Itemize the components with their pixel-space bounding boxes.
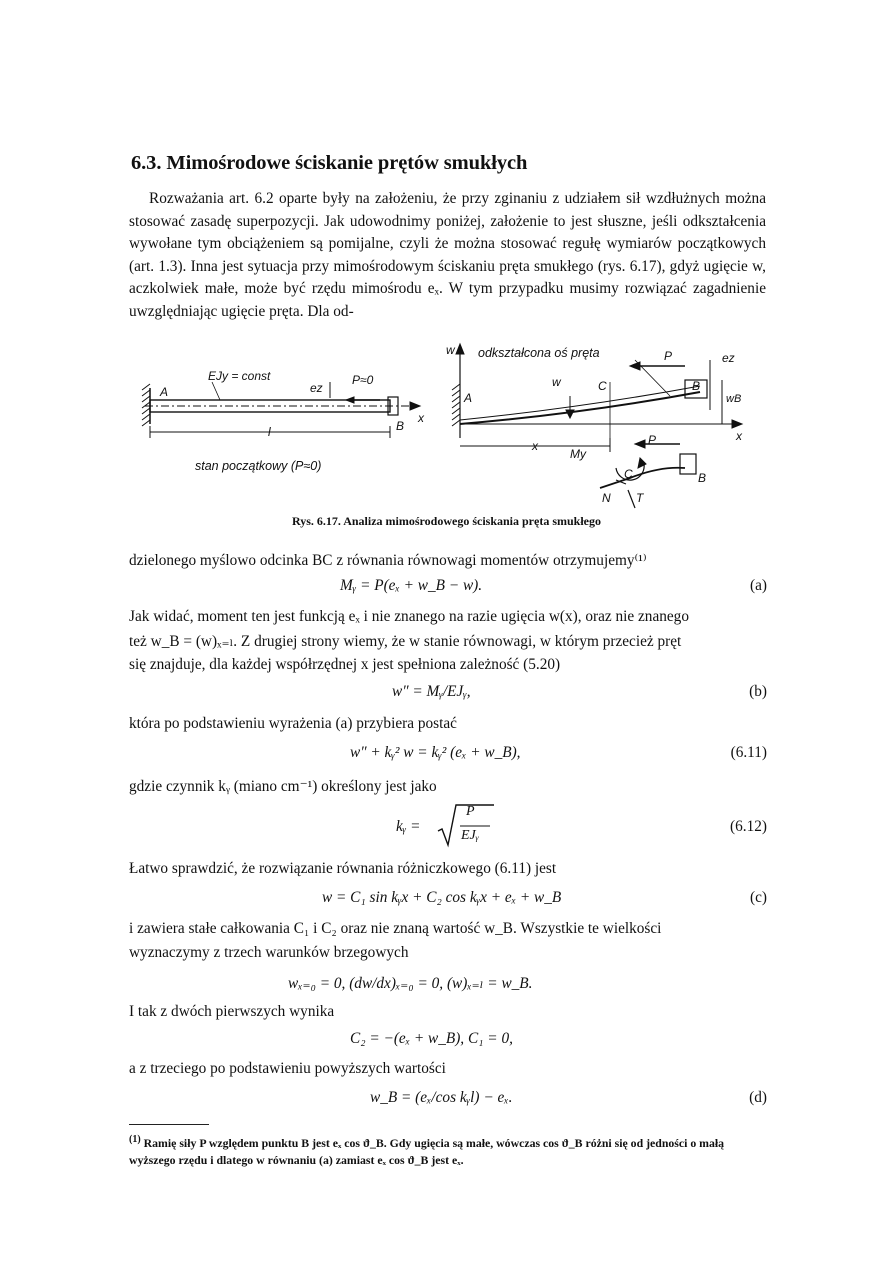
fig-label-left-a: A (160, 385, 169, 399)
fig-label-left-ez: ez (310, 381, 323, 395)
text-line-5: Łatwo sprawdzić, że rozwiązanie równania różniczkowego (6.11) jest (129, 860, 557, 877)
fig-label-fb-n: N (602, 491, 611, 505)
fig-label-right-ez: ez (722, 351, 735, 365)
equation-b-number: (b) (749, 683, 767, 700)
equation-a: Mᵧ = P(eₓ + w_B − w). (340, 577, 483, 594)
fig-label-deformed-axis: odkształcona oś pręta (478, 346, 600, 360)
section-heading: 6.3. Mimośrodowe ściskanie prętów smukłych (131, 152, 528, 174)
fig-label-ejy: EJy = const (208, 369, 271, 383)
figure-caption: Rys. 6.17. Analiza mimośrodowego ściskania pręta smukłego (291, 514, 602, 528)
fig-label-fb-c: C (624, 467, 633, 481)
intro-paragraph: Rozważania art. 6.2 oparte były na założeniu, że przy zginaniu z udziałem sił wzdłużnych można stosować zasadę superpozycji. Jak udowodnimy poniżej, założenie to jest słuszne, jeśli odkształcenia wywołane tym obciążeniem są pomijalne, czyli że można stosować regułę wymiarów początkowych (art. 1.3). Inna jest sytuacja przy mimośrodowym ściskaniu pręta smukłego (rys. 6.17), gdyż ugięcie w, aczkolwiek małe, może być rzędu mimośrodu eₓ. W tym przypadku musimy rozwiązać zagadnienie uwzględniając ugięcie pręta. Dla od- (129, 190, 766, 320)
text-line-7: I tak z dwóch pierwszych wynika (129, 1003, 335, 1020)
fig-label-right-w-small: w (552, 375, 561, 389)
left-diagram (142, 382, 420, 438)
footnote (129, 1131, 769, 1169)
text-line-2b: też w_B = (w)ₓ₌ₗ. Z drugiej strony wiemy, że w stanie równowagi, w którym przecież pręt (129, 633, 682, 650)
equation-6-12-lhs: kᵧ = (396, 818, 421, 835)
text-line-6b: wyznaczymy z trzech warunków brzegowych (129, 944, 409, 961)
equation-d: w_B = (eₓ/cos kᵧl) − eₓ. (370, 1089, 513, 1106)
fig-label-right-b: B (692, 379, 701, 393)
footnote-text: Ramię siły P względem punktu B jest eₓ cos ϑ_B. Gdy ugięcia są małe, wówczas cos ϑ_B różni się od jedności o małą wyższego rzędu i dlatego w równaniu (a) zamiast eₓ cos ϑ_B jest eₓ. (129, 1135, 725, 1167)
text-line-3: która po podstawieniu wyrażenia (a) przybiera postać (129, 715, 457, 732)
fig-label-right-wb: wB (726, 393, 742, 405)
fig-label-left-b: B (396, 419, 405, 433)
fig-label-left-x: x (418, 411, 424, 425)
equation-6-11: w″ + kᵧ² w = kᵧ² (eₓ + w_B), (350, 744, 521, 761)
text-line-4: gdzie czynnik kᵧ (miano cm⁻¹) określony jest jako (129, 778, 437, 795)
fig-label-fb-b: B (698, 471, 707, 485)
text-line-2a: Jak widać, moment ten jest funkcją eₓ i nie znanego na razie ugięcia w(x), oraz nie znanego (129, 608, 689, 625)
text-line-1: dzielonego myślowo odcinka BC z równania równowagi momentów otrzymujemy⁽¹⁾ (129, 552, 647, 569)
text-line-8: a z trzeciego po podstawieniu powyższych wartości (129, 1060, 446, 1077)
fig-label-right-c: C (598, 379, 607, 393)
figure-6-17 (140, 340, 770, 510)
fig-left-caption: stan początkowy (P≈0) (195, 459, 322, 473)
fig-label-left-p: P≈0 (352, 373, 374, 387)
fig-label-right-p: P (664, 349, 673, 363)
text-line-2c: się znajduje, dla każdej współrzędnej x jest spełniona zależność (5.20) (129, 656, 561, 673)
equation-b: w″ = Mᵧ/EJᵧ, (392, 683, 471, 700)
equation-a-number: (a) (750, 577, 767, 594)
fig-label-fb-p: P (648, 433, 657, 447)
equation-6-12-numerator: P (466, 804, 475, 819)
fig-label-fb-t: T (636, 491, 644, 505)
equation-6-11-number: (6.11) (730, 744, 767, 761)
equation-constants: C₂ = −(eₓ + w_B), C₁ = 0, (350, 1030, 513, 1047)
fig-label-right-w: w (446, 343, 455, 357)
fig-label-fb-my: My (570, 447, 586, 461)
text-line-6a: i zawiera stałe całkowania C₁ i C₂ oraz nie znaną wartość w_B. Wszystkie te wielkości (129, 920, 662, 937)
footnote-rule (129, 1124, 209, 1125)
equation-6-12-denominator: EJᵧ (461, 828, 479, 843)
equation-boundary-conditions: wₓ₌₀ = 0, (dw/dx)ₓ₌₀ = 0, (w)ₓ₌ₗ = w_B. (288, 975, 533, 992)
equation-6-12-number: (6.12) (730, 818, 767, 835)
equation-d-number: (d) (749, 1089, 767, 1106)
fig-label-right-x: x (736, 429, 742, 443)
equation-c: w = C₁ sin kᵧx + C₂ cos kᵧx + eₓ + w_B (322, 889, 562, 906)
fig-label-right-a: A (464, 391, 473, 405)
fig-label-left-l: l (268, 425, 271, 439)
equation-c-number: (c) (750, 889, 767, 906)
footnote-marker: (1) (129, 1134, 141, 1145)
fig-label-right-xdim: x (532, 439, 538, 453)
